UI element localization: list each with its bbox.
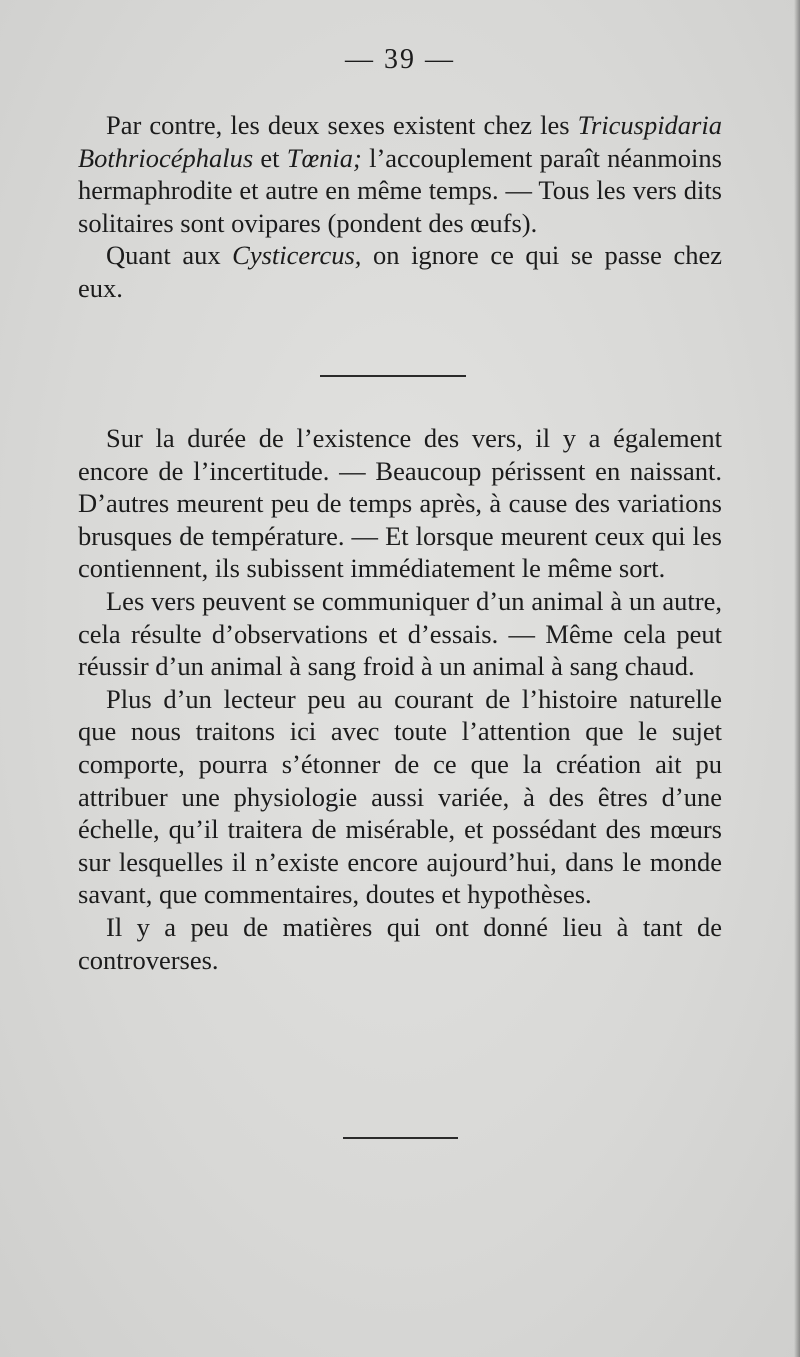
text-block-2 xyxy=(78,422,722,976)
paragraph-controversy: Il y a peu de matières qui ont donné lieu à tant de controverses. xyxy=(78,911,722,975)
paragraph-transmission: Les vers peuvent se communiquer d’un animal à un autre, cela résulte d’observations et d’essais. — Même cela peut réussir d’un animal à sang froid à un animal à sang chaud. xyxy=(78,585,722,682)
paragraph-text: l’accouplement paraît néanmoins hermaphrodite et autre en même temps. — Tous les vers dits solitaires sont ovipares (pondent des œufs). xyxy=(78,142,722,238)
paragraph-reader: Plus d’un lecteur peu au courant de l’histoire naturelle que nous traitons ici avec toute l’attention que le sujet comporte, pourra s’étonner de ce que la création ait pu attribuer une physiologie aussi variée, à des êtres d’une échelle, qu’il traitera de misérable, et possédant des mœurs sur lesquelles il n’existe encore aujourd’hui, dans le monde savant, que commentaires, doutes et hypothèses. xyxy=(78,683,722,910)
paragraph-text: et xyxy=(253,142,287,173)
end-divider xyxy=(343,1137,458,1139)
genus-name: Cysticercus, xyxy=(232,240,362,271)
paragraph-text: on ignore ce qui se passe chez eux. xyxy=(78,240,722,303)
genus-name: Tricuspidaria Bothriocéphalus xyxy=(78,110,722,173)
page-number: — 39 — xyxy=(345,44,455,75)
section-divider xyxy=(320,375,466,377)
paragraph-text: Quant aux xyxy=(106,240,233,271)
paragraph-cysticercus xyxy=(78,239,722,304)
page-edge-shadow xyxy=(794,0,800,1357)
paragraph-text: Par contre, les deux sexes existent chez les xyxy=(106,110,578,140)
paragraph-sexes xyxy=(78,109,722,239)
text-block-1 xyxy=(78,109,722,305)
genus-name: Tœnia; xyxy=(286,142,362,173)
paragraph-duration: Sur la durée de l’existence des vers, il y a également encore de l’incertitude. — Beaucoup périssent en naissant. D’autres meurent peu de temps après, à cause des variations brusques de température. — Et lorsque meurent ceux qui les contiennent, ils subissent immédiatement le même sort. xyxy=(78,423,722,584)
